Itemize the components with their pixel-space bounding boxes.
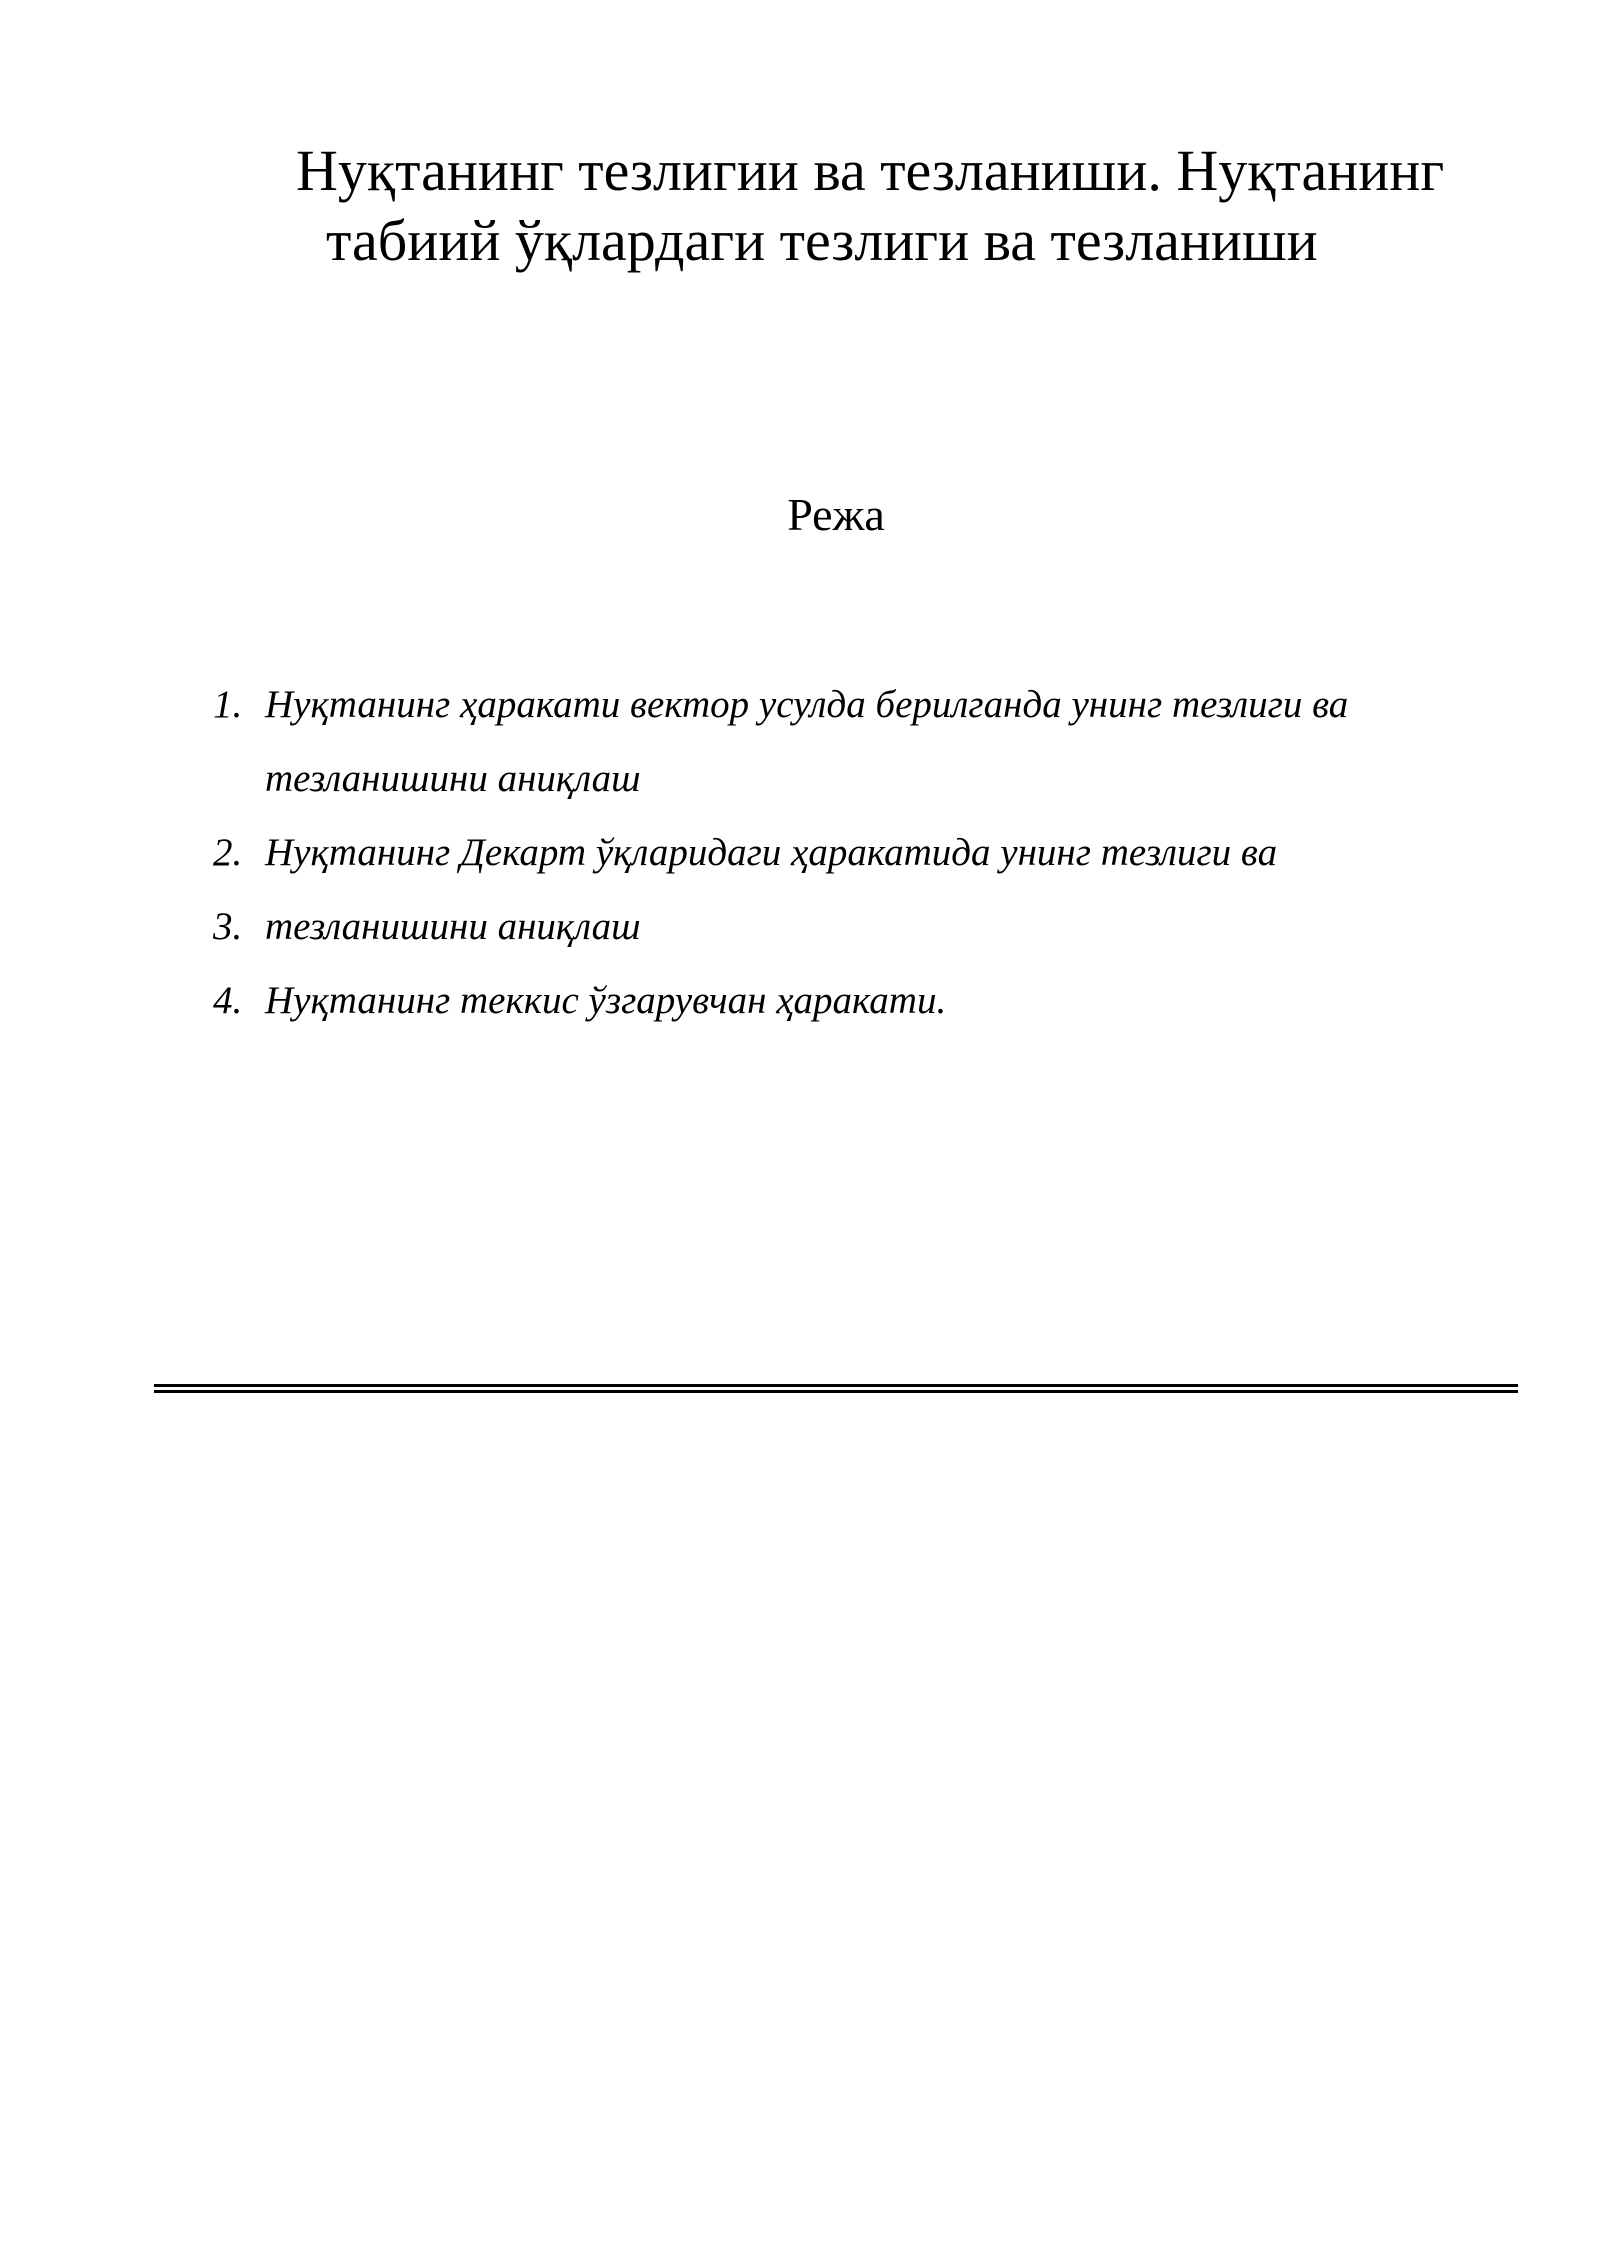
plan-item-1 <box>0 668 1600 816</box>
plan-item-text: Нуқтанинг ҳаракати вектор усулда берилганда унинг тезлиги ва <box>265 683 1349 726</box>
plan-list <box>0 668 1600 1038</box>
plan-item-number: 2. <box>213 831 243 874</box>
double-rule-divider <box>154 1384 1518 1393</box>
page-title <box>0 136 1600 275</box>
plan-item-text: Нуқтанинг теккис ўзгарувчан ҳаракати. <box>265 979 947 1022</box>
plan-item-3 <box>0 890 1600 964</box>
plan-item-number: 4. <box>213 979 243 1022</box>
plan-item-text-continuation: тезланишини аниқлаш <box>265 757 641 800</box>
plan-item-4 <box>0 964 1600 1038</box>
plan-item-2 <box>0 816 1600 890</box>
title-line-2: табиий ўқлардаги тезлиги ва тезланиши <box>326 207 1318 273</box>
plan-item-number: 3. <box>213 905 243 948</box>
plan-heading: Режа <box>787 489 885 540</box>
plan-item-text: тезланишини аниқлаш <box>265 905 641 948</box>
plan-item-text: Нуқтанинг Декарт ўқларидаги ҳаракатида унинг тезлиги ва <box>265 831 1278 874</box>
title-line-1: Нуқтанинг тезлигии ва тезланиши. Нуқтанинг <box>296 138 1445 203</box>
plan-item-number: 1. <box>213 683 243 726</box>
